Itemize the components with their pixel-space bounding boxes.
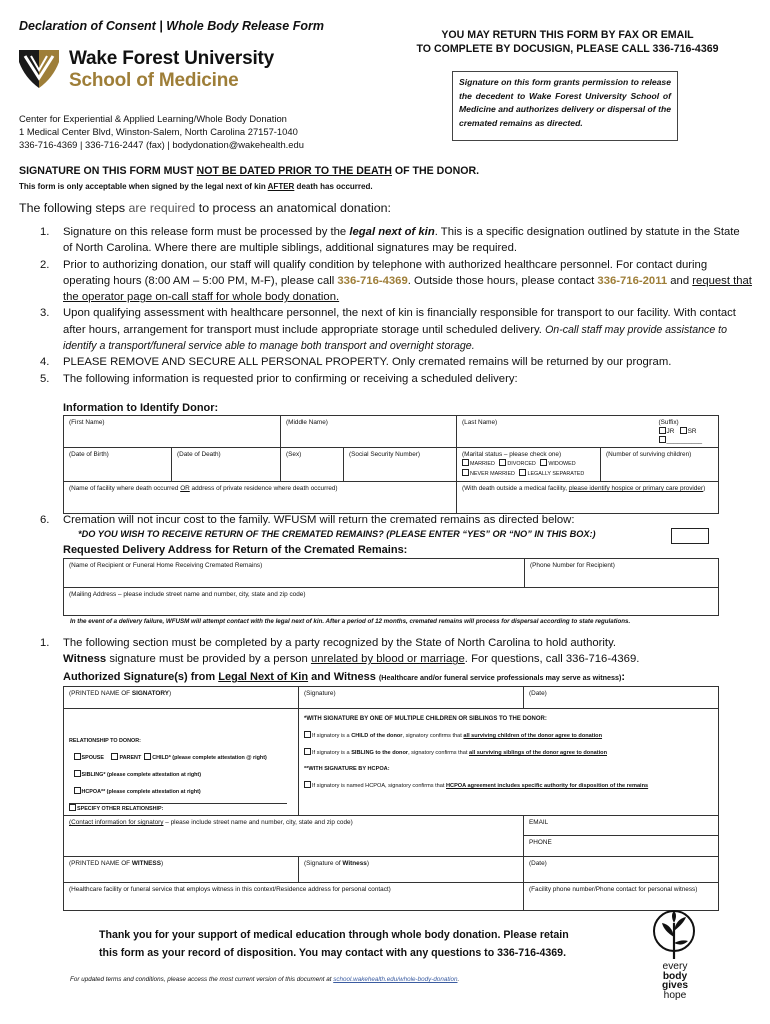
step-5-text: The following information is requested prior to confirming or receiving a scheduled delivery: bbox=[63, 372, 518, 385]
other-relationship-checkbox[interactable] bbox=[69, 804, 76, 811]
witness-signature-field[interactable] bbox=[299, 857, 524, 883]
sibling-attest-checkbox[interactable] bbox=[304, 748, 311, 755]
step-2-operator-page: request that the operator page on-call staff for whole body donation. bbox=[63, 274, 752, 304]
recipient-phone-label: (Phone Number for Recipient) bbox=[530, 562, 615, 569]
university-name: Wake Forest University bbox=[69, 48, 275, 69]
intro-a: The following steps bbox=[19, 201, 129, 215]
warning-post: OF THE DONOR. bbox=[391, 165, 480, 177]
multi-heading: *WITH SIGNATURE BY ONE OF MULTIPLE CHILDREN OR SIBLINGS TO THE DONOR: bbox=[304, 716, 547, 722]
hcpoa-label: HCPOA** (please complete attestation at right) bbox=[81, 789, 201, 795]
step-number: 6. bbox=[40, 514, 50, 526]
sib-att-c: , signatory confirms that bbox=[408, 750, 469, 756]
facility-phone-label: (Facility phone number/Phone contact for personal witness) bbox=[529, 886, 698, 893]
separated-checkbox[interactable] bbox=[519, 469, 526, 476]
psig-b: SIGNATORY bbox=[131, 690, 170, 697]
death-location-field[interactable] bbox=[64, 482, 457, 514]
auth-title-end: : bbox=[621, 671, 626, 683]
recipient-phone-field[interactable] bbox=[525, 559, 719, 588]
hospice-a: (With death outside a medical facility, bbox=[462, 485, 569, 492]
children-field[interactable] bbox=[601, 448, 719, 482]
hcpoa-attest-checkbox[interactable] bbox=[304, 781, 311, 788]
center-contact bbox=[19, 112, 304, 151]
email-label: EMAIL bbox=[529, 819, 549, 826]
return-question: *DO YOU WISH TO RECEIVE RETURN OF THE CREMATED REMAINS? (PLEASE ENTER “YES” OR “NO” IN THIS BOX:) bbox=[78, 529, 596, 539]
sib-att-u: all surviving siblings of the donor agree to donation bbox=[469, 750, 607, 756]
signature-table bbox=[63, 686, 719, 911]
jr-checkbox[interactable] bbox=[659, 427, 666, 434]
pwit-a: (PRINTED NAME OF bbox=[69, 860, 132, 867]
step-1-a: Signature on this release form must be processed by the bbox=[63, 226, 350, 238]
steps-list bbox=[40, 224, 752, 387]
email-field[interactable] bbox=[524, 816, 719, 836]
step-number: 4. bbox=[40, 356, 50, 369]
marital-status-field bbox=[457, 448, 601, 482]
parent-label: PARENT bbox=[119, 755, 142, 761]
step-number: 2. bbox=[40, 258, 50, 271]
swit-b: Witness bbox=[342, 860, 367, 867]
facility-a: (Name of facility where death occurred bbox=[69, 485, 181, 492]
return-line-1: YOU MAY RETURN THIS FORM BY FAX OR EMAIL bbox=[441, 29, 694, 41]
terms-end: . bbox=[457, 976, 460, 983]
child-att-b: CHILD of the donor bbox=[351, 733, 403, 739]
yes-no-answer-box[interactable] bbox=[671, 528, 709, 544]
warning-pre: SIGNATURE ON THIS FORM MUST bbox=[19, 165, 197, 177]
signature-permission-note: Signature on this form grants permission to release the decedent to Wake Forest University School of Medicine and authorizes delivery or dispersal of the cremated remains as directed. bbox=[452, 71, 678, 141]
date-label: (Date) bbox=[529, 690, 547, 697]
step-number: 1. bbox=[40, 226, 50, 238]
dob-field[interactable] bbox=[64, 448, 172, 482]
kin-after-death-note bbox=[19, 182, 373, 191]
step-number: 5. bbox=[40, 372, 50, 385]
sib-att-a: If signatory is a bbox=[312, 750, 352, 756]
donor-info-title: Information to Identify Donor: bbox=[63, 402, 219, 414]
ssn-field[interactable] bbox=[344, 448, 457, 482]
suffix-label: (Suffix) bbox=[658, 419, 679, 426]
signatory-contact-field[interactable] bbox=[64, 816, 524, 857]
widowed-checkbox[interactable] bbox=[540, 459, 547, 466]
suffix-field bbox=[601, 416, 719, 448]
thank-you-note bbox=[99, 926, 619, 962]
return-instructions bbox=[380, 28, 755, 56]
child-label: CHILD* (please complete attestation @ right) bbox=[152, 755, 267, 761]
signature-label: (Signature) bbox=[304, 690, 336, 697]
thanks-line-2: this form as your record of disposition. You may contact with any questions to 336-716-4369. bbox=[99, 947, 567, 959]
mailing-label: (Mailing Address – please include street name and number, city, state and zip code) bbox=[69, 591, 306, 598]
step-number: 3. bbox=[40, 307, 50, 320]
sr-checkbox[interactable] bbox=[680, 427, 687, 434]
witness-b: signature must be provided by a person bbox=[106, 653, 311, 666]
center-name: Center for Experiential & Applied Learning/Whole Body Donation bbox=[19, 113, 287, 124]
last-name-field[interactable] bbox=[457, 416, 601, 448]
witness-unrelated: unrelated by blood or marriage bbox=[310, 653, 465, 666]
never-married-checkbox[interactable] bbox=[462, 469, 469, 476]
dod-field[interactable] bbox=[172, 448, 281, 482]
mailing-address-field[interactable] bbox=[64, 588, 719, 616]
facility-b: address of private residence where death occurred) bbox=[189, 485, 338, 492]
signatory-date-field[interactable] bbox=[524, 687, 719, 709]
hcpoa-heading: **WITH SIGNATURE BY HCPOA: bbox=[304, 766, 390, 772]
step-number: 1. bbox=[40, 637, 50, 649]
spouse-checkbox[interactable] bbox=[74, 753, 81, 760]
intro-c: to process an anatomical donation: bbox=[195, 201, 391, 215]
after-hours-phone[interactable]: 336-716-2011 bbox=[597, 274, 668, 287]
ssn-label: (Social Security Number) bbox=[349, 451, 421, 458]
witness-name-field[interactable] bbox=[64, 857, 299, 883]
child-attest-checkbox[interactable] bbox=[304, 731, 311, 738]
step-4-text: PLEASE REMOVE AND SECURE ALL PERSONAL PROPERTY. Only cremated remains will be returned by our program. bbox=[63, 356, 672, 369]
middle-name-label: (Middle Name) bbox=[286, 419, 328, 426]
divorced-checkbox[interactable] bbox=[499, 459, 506, 466]
signatory-name-field[interactable] bbox=[64, 687, 299, 709]
form-title: Declaration of Consent | Whole Body Release Form bbox=[19, 19, 324, 33]
facility-label: (Healthcare facility or funeral service that employs witness in this context/Residence address for personal contact) bbox=[69, 886, 391, 893]
widowed-label: WIDOWED bbox=[548, 461, 576, 467]
married-label: MARRIED bbox=[470, 461, 495, 467]
witness-facility-phone-field[interactable] bbox=[524, 883, 719, 911]
return-line-2: TO COMPLETE BY DOCUSIGN, PLEASE CALL 336-716-4369 bbox=[416, 43, 719, 55]
date2-label: (Date) bbox=[529, 860, 547, 867]
contact-u: (Contact information for signatory bbox=[69, 819, 164, 826]
first-name-label: (First Name) bbox=[69, 419, 105, 426]
phone-label: PHONE bbox=[529, 839, 552, 846]
children-label: (Number of surviving children) bbox=[606, 451, 692, 458]
hospice-field[interactable] bbox=[457, 482, 719, 514]
never-married-label: NEVER MARRIED bbox=[470, 471, 515, 477]
center-address: 1 Medical Center Blvd, Winston-Salem, North Carolina 27157-1040 bbox=[19, 126, 298, 137]
spouse-label: SPOUSE bbox=[81, 755, 104, 761]
phone-field[interactable] bbox=[524, 836, 719, 857]
sib-att-b: SIBLING to the donor bbox=[351, 750, 409, 756]
first-name-field[interactable] bbox=[64, 416, 281, 448]
step-3-a: Upon qualifying assessment with healthcare personnel, the next of kin is financially responsible for transport to our facility. With contact after hours, arrangement for transport must include appropriate storage until scheduled delivery. bbox=[63, 307, 736, 336]
swit-a: (Signature of bbox=[304, 860, 343, 867]
last-name-label: (Last Name) bbox=[462, 419, 498, 426]
authority-section bbox=[40, 635, 752, 668]
other-relationship-label: SPECIFY OTHER RELATIONSHIP: bbox=[77, 806, 164, 812]
relationship-label: RELATIONSHIP TO DONOR: bbox=[69, 738, 141, 744]
cremation-text: Cremation will not incur cost to the family. WFUSM will return the cremated remains as directed below: bbox=[63, 514, 575, 526]
relationship-field bbox=[64, 709, 299, 816]
delivery-address-table bbox=[63, 558, 719, 616]
kin-note-post: death has occurred. bbox=[294, 182, 373, 191]
pwit-b: WITNESS bbox=[131, 860, 161, 867]
center-phone-email: 336-716-4369 | 336-716-2447 (fax) | bodydonation@wakehealth.edu bbox=[19, 139, 304, 150]
married-checkbox[interactable] bbox=[462, 459, 469, 466]
operating-hours-phone[interactable]: 336-716-4369 bbox=[337, 274, 408, 287]
sibling-checkbox[interactable] bbox=[74, 770, 81, 777]
step-3-oncall: On-call staff may provide assistance to identify a transport/funeral service able to manage both transport and overnight storage. bbox=[63, 323, 727, 353]
child-checkbox[interactable] bbox=[144, 753, 151, 760]
step-2-b: . Outside those hours, please contact bbox=[407, 274, 598, 287]
auth-title-a: Authorized Signature(s) from bbox=[63, 671, 219, 683]
middle-name-field[interactable] bbox=[281, 416, 457, 448]
intro-b: are required bbox=[128, 201, 196, 215]
authority-text: The following section must be completed by a party recognized by the State of North Carolina to hold authority. bbox=[63, 637, 617, 649]
wfu-shield-logo-icon bbox=[17, 48, 61, 90]
kin-note-after: AFTER bbox=[267, 182, 295, 191]
step-2-a: Prior to authorizing donation, our staff will qualify condition by telephone with authorized healthcare personnel. For contact during operating hours (8:00 AM – 5:00 PM, M-F), please call bbox=[63, 258, 708, 287]
delivery-address-title: Requested Delivery Address for Return of the Cremated Remains: bbox=[63, 544, 408, 556]
step-4 bbox=[40, 354, 752, 370]
step-2 bbox=[40, 257, 752, 306]
delivery-failure-note: In the event of a delivery failure, WFUSM will attempt contact with the legal next of kin. After a period of 12 months, cremated remains will process for dispersal according to state regulations. bbox=[70, 618, 631, 625]
separated-label: LEGALLY SEPARATED bbox=[527, 471, 585, 477]
sex-field[interactable] bbox=[281, 448, 344, 482]
tag-hope: hope bbox=[663, 989, 687, 1001]
hcpoa-att-u: HCPOA agreement includes specific authority for disposition of the remains bbox=[446, 783, 649, 789]
authorized-signatures-title bbox=[63, 671, 625, 683]
facility-or: OR bbox=[180, 485, 190, 492]
child-att-a: If signatory is a bbox=[312, 733, 352, 739]
sibling-label: SIBLING* (please complete attestation at right) bbox=[81, 772, 202, 778]
witness-date-field[interactable] bbox=[524, 857, 719, 883]
death-date-warning bbox=[19, 165, 479, 177]
dob-label: (Date of Birth) bbox=[69, 451, 109, 458]
divorced-label: DIVORCED bbox=[507, 461, 536, 467]
dod-label: (Date of Death) bbox=[177, 451, 221, 458]
attestation-field bbox=[299, 709, 719, 816]
terms-link[interactable]: school.wakehealth.edu/whole-body-donation bbox=[333, 976, 458, 983]
kin-note-pre: This form is only acceptable when signed by the legal next of kin bbox=[19, 182, 268, 191]
step-5 bbox=[40, 371, 752, 387]
thanks-line-1: Thank you for your support of medical education through whole body donation. Please retain bbox=[99, 929, 569, 941]
swit-c: ) bbox=[366, 860, 369, 867]
step-1-c: . This is a specific designation outlined by statute in the State of North Carolina. Where there are multiple siblings, additional signatures may be required. bbox=[63, 226, 740, 255]
warning-underlined: NOT BE DATED PRIOR TO THE DEATH bbox=[196, 165, 392, 177]
other-suffix-blank: __________ bbox=[666, 437, 703, 444]
auth-title-b: and Witness bbox=[308, 671, 379, 683]
donor-info-table bbox=[63, 415, 719, 514]
steps-intro bbox=[19, 201, 391, 215]
terms-text: For updated terms and conditions, please access the most current version of this document at bbox=[70, 976, 334, 983]
marital-label: (Marital status – please check one) bbox=[462, 451, 562, 458]
pwit-c: ) bbox=[160, 860, 164, 867]
step-1 bbox=[40, 224, 752, 257]
school-name: School of Medicine bbox=[69, 70, 239, 91]
witness-word: Witness bbox=[63, 653, 107, 666]
hcpoa-checkbox[interactable] bbox=[74, 787, 81, 794]
step-3 bbox=[40, 305, 752, 354]
every-body-gives-hope-tree-icon bbox=[650, 909, 698, 961]
auth-title-note: (Healthcare and/or funeral service professionals may serve as witness) bbox=[378, 673, 622, 682]
signatory-signature-field[interactable] bbox=[299, 687, 524, 709]
other-suffix-checkbox[interactable] bbox=[659, 436, 666, 443]
psig-c: ) bbox=[169, 690, 172, 697]
hospice-u: please identify hospice or primary care provider bbox=[568, 485, 704, 492]
child-att-u: all surviving children of the donor agree to donation bbox=[463, 733, 603, 739]
tag-every: every bbox=[662, 961, 688, 972]
step-1-legal-kin: legal next of kin bbox=[349, 226, 435, 238]
step-2-c: and bbox=[667, 274, 693, 287]
child-att-c: , signatory confirms that bbox=[402, 733, 464, 739]
contact-b: – please include street name and number, city, state and zip code) bbox=[163, 819, 353, 826]
other-relationship-line[interactable] bbox=[69, 803, 287, 804]
every-body-gives-hope-tagline bbox=[650, 962, 700, 1000]
witness-facility-field[interactable] bbox=[64, 883, 524, 911]
terms-note bbox=[70, 976, 459, 983]
jr-label: JR bbox=[666, 428, 675, 435]
psig-a: (PRINTED NAME OF bbox=[69, 690, 132, 697]
sr-label: SR bbox=[687, 428, 697, 435]
hcpoa-att-a: If signatory is named HCPOA, signatory confirms that bbox=[312, 783, 446, 789]
parent-checkbox[interactable] bbox=[111, 753, 118, 760]
recipient-label: (Name of Recipient or Funeral Home Receiving Cremated Remains) bbox=[69, 562, 263, 569]
witness-c: . For questions, call 336-716-4369. bbox=[464, 653, 640, 666]
recipient-name-field[interactable] bbox=[64, 559, 525, 588]
hospice-b: ) bbox=[703, 485, 706, 492]
step-6 bbox=[40, 513, 752, 528]
tag-body-gives: body gives bbox=[661, 970, 689, 991]
auth-title-kin: Legal Next of Kin bbox=[218, 671, 309, 683]
sex-label: (Sex) bbox=[286, 451, 302, 458]
